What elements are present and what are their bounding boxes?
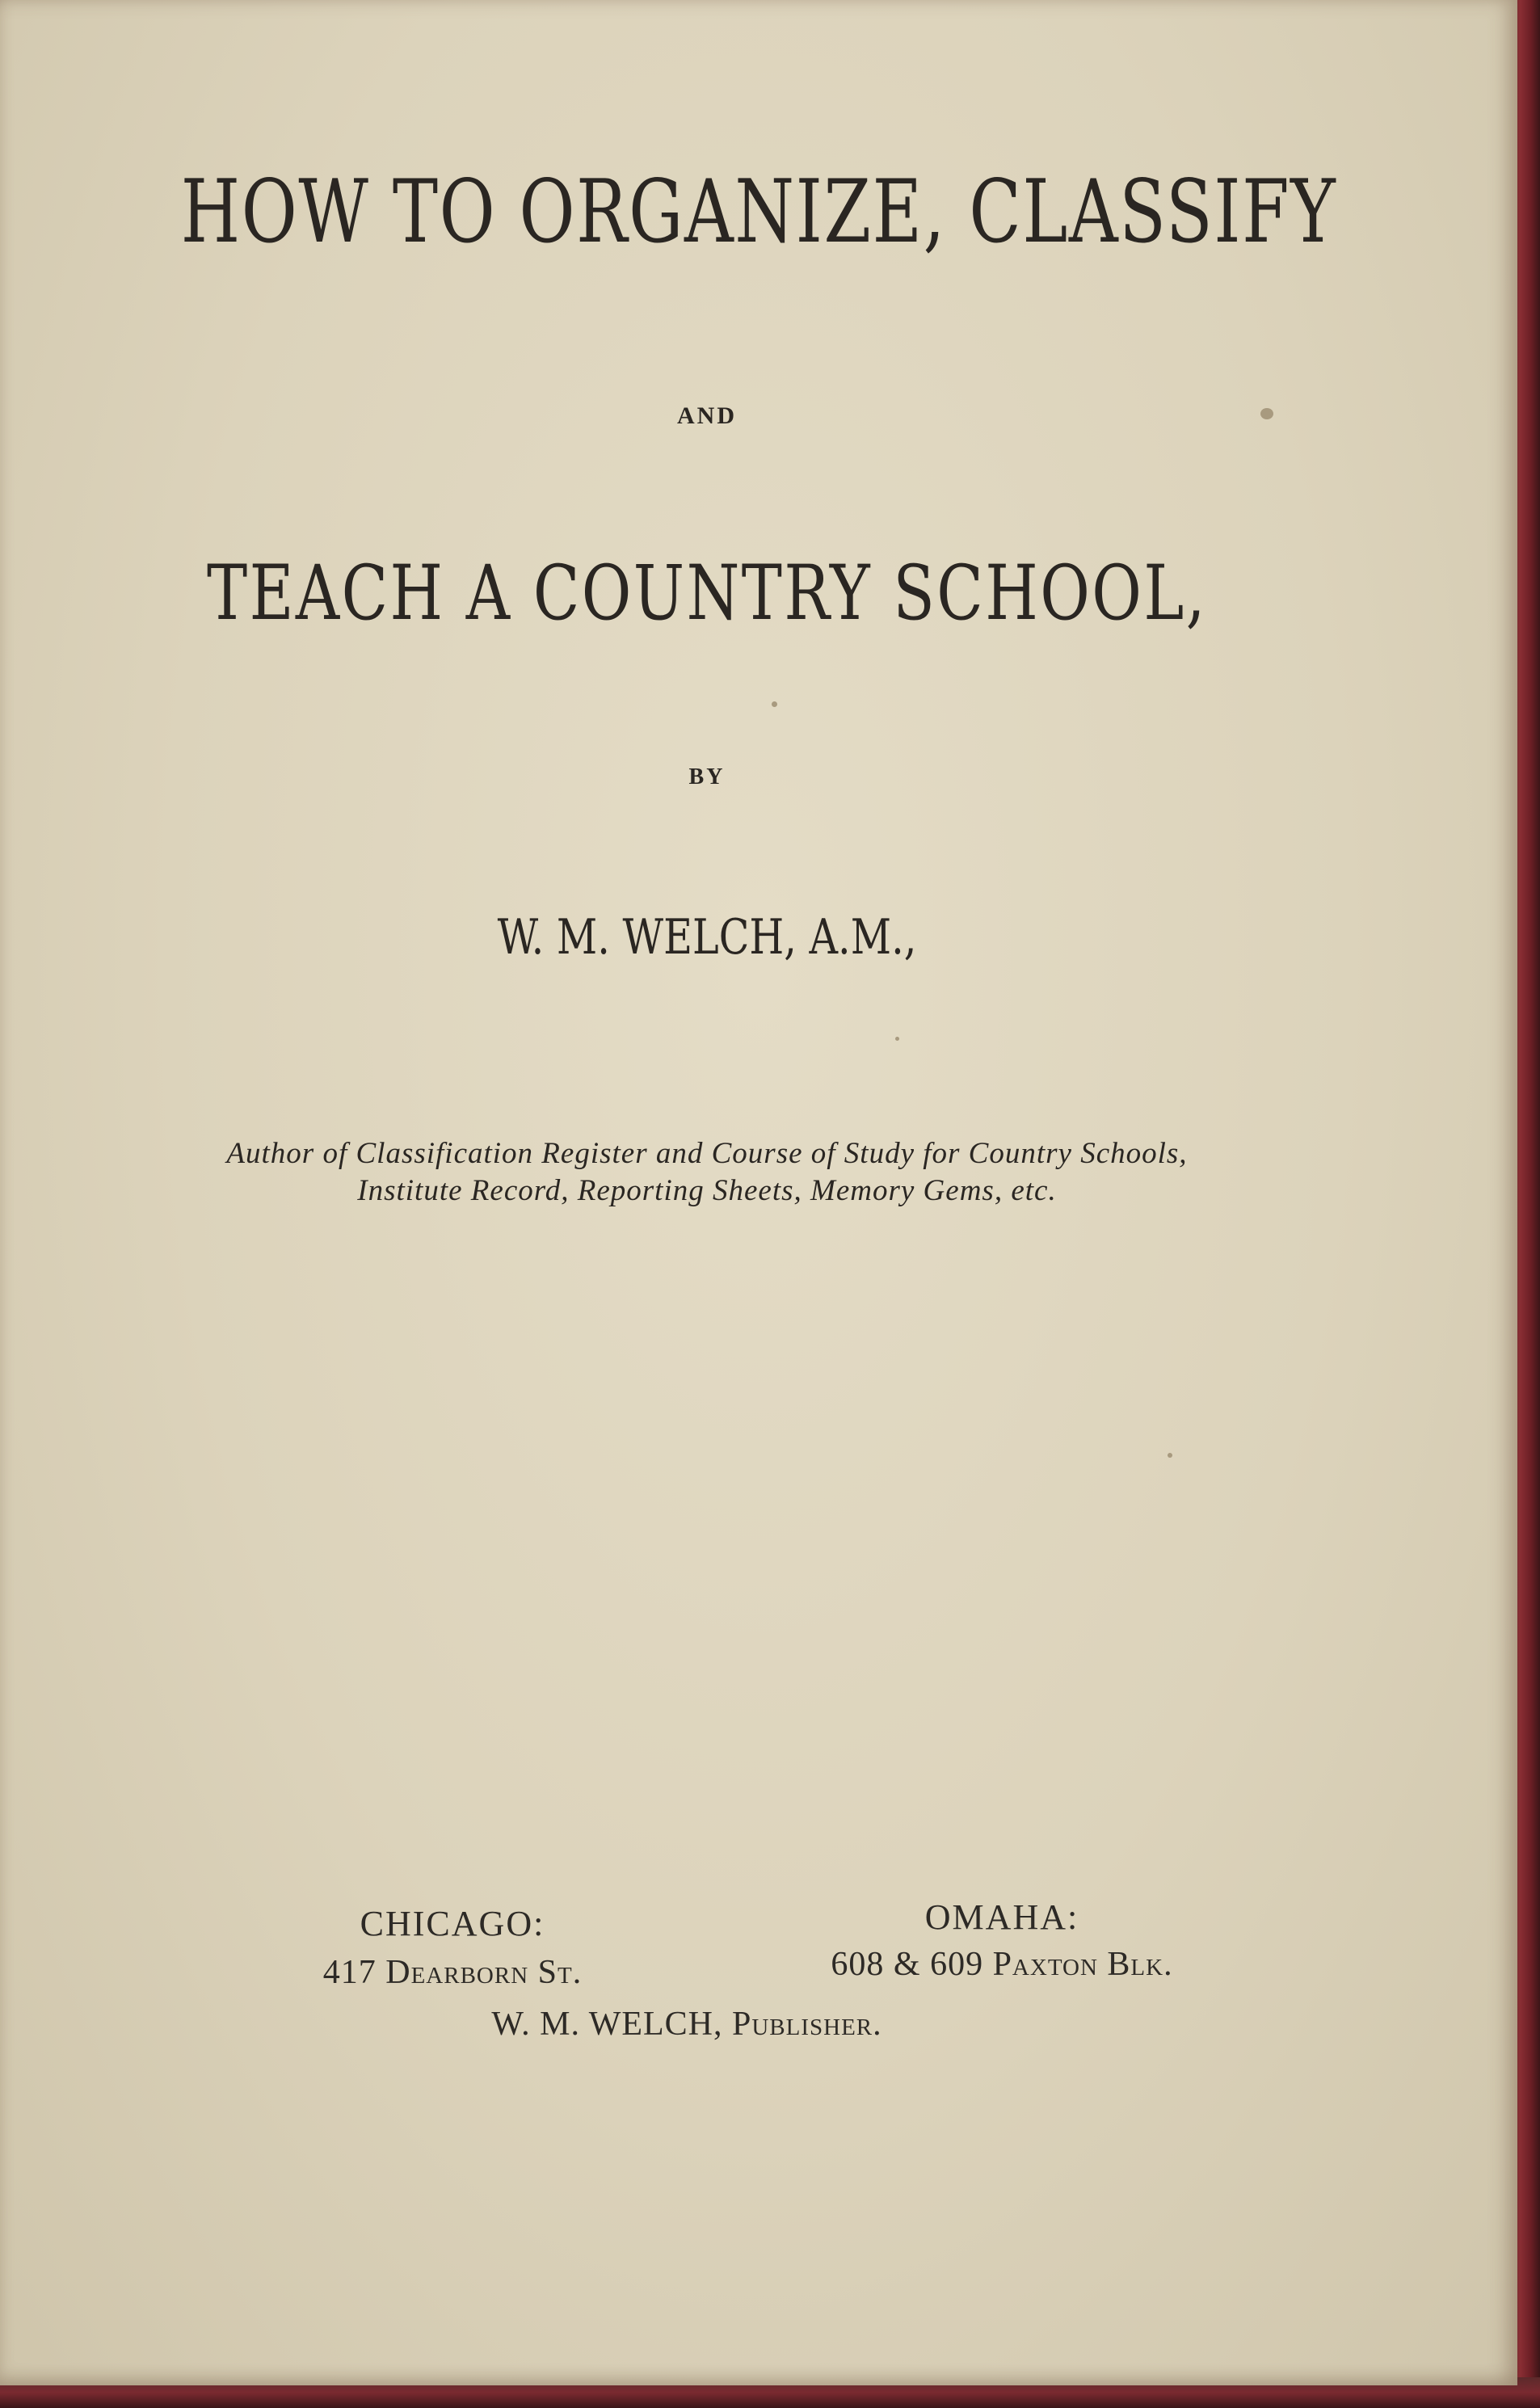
author-name: W. M. WELCH, A.M., [497,909,917,966]
book-title-line-1: HOW TO ORGANIZE, CLASSIFY [180,162,1337,263]
title-conjunction: AND [677,402,737,429]
paper-spot [1168,1453,1172,1458]
imprint-address-chicago: 417 Dearborn St. [322,1954,583,1991]
imprint [0,1897,1414,2065]
imprint-address-omaha: 608 & 609 Paxton Blk. [831,1946,1173,1983]
book-title-line-2: TEACH A COUNTRY SCHOOL, [207,549,1207,638]
credits-line-2: Institute Record, Reporting Sheets, Memory Gems, etc. [357,1174,1057,1207]
author-credits [0,1135,1414,1210]
paper-spot [895,1037,899,1041]
publisher-line: W. M. WELCH, Publisher. [491,2006,882,2043]
credits-line-1: Author of Classification Register and Course of Study for Country Schools, [226,1137,1188,1170]
imprint-city-omaha: OMAHA: [924,1897,1079,1937]
imprint-city-chicago: CHICAGO: [360,1904,545,1943]
by-label: BY [688,764,726,789]
paper-spot [772,701,777,707]
